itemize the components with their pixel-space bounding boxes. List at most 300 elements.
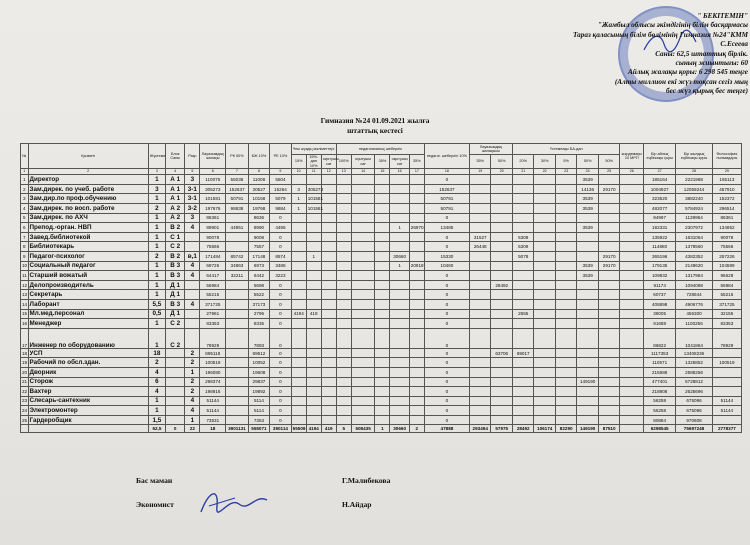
cell-a bbox=[226, 299, 249, 309]
cell-n: 8 bbox=[21, 242, 29, 252]
cell-e6 bbox=[598, 204, 620, 214]
header-lang-group: Лауазымдық жалақысы bbox=[469, 144, 512, 155]
cell-e5 bbox=[577, 406, 598, 416]
column-number: 26 bbox=[620, 169, 644, 175]
cell-empty bbox=[321, 406, 336, 416]
cell-a bbox=[226, 387, 249, 397]
cell-empty bbox=[336, 232, 351, 242]
position-name: Менеджер bbox=[28, 319, 148, 329]
cell-t3: 371725 bbox=[712, 299, 741, 309]
cell-c: 0 bbox=[270, 406, 291, 416]
cell-t3: 86361 bbox=[712, 213, 741, 223]
cell-b: 19608 bbox=[248, 367, 269, 377]
cell-t1: 86822 bbox=[644, 328, 676, 348]
cell-b: 7353 bbox=[248, 415, 269, 425]
total-z2: 22 bbox=[185, 425, 200, 433]
header-b30: 30% bbox=[534, 155, 555, 169]
cell-e3 bbox=[491, 251, 513, 261]
cell-p3 bbox=[390, 396, 409, 406]
cell-p3 bbox=[390, 194, 409, 204]
cell-e6 bbox=[598, 242, 620, 252]
cell-p4: 20918 bbox=[409, 261, 424, 271]
cell-e1: 10460 bbox=[424, 261, 469, 271]
cell-e5: 3539 bbox=[577, 204, 598, 214]
cell-rank: 3-1 bbox=[185, 194, 200, 204]
cell-t3: 96628 bbox=[712, 271, 741, 281]
position-name: Лаборант bbox=[28, 299, 148, 309]
cell-base: 86361 bbox=[200, 213, 226, 223]
cell-c: 0 bbox=[270, 242, 291, 252]
cell-e5: 3539 bbox=[577, 261, 598, 271]
cell-empty bbox=[351, 367, 375, 377]
cell-empty bbox=[351, 261, 375, 271]
position-name: Инженер по оборудованию bbox=[28, 328, 148, 348]
staff-table-body bbox=[21, 175, 742, 433]
cell-e5 bbox=[577, 396, 598, 406]
cell-blk: Д 1 bbox=[166, 309, 185, 319]
cell-c: 9884 bbox=[270, 204, 291, 214]
cell-e3 bbox=[491, 261, 513, 271]
cell-rate: 1 bbox=[148, 271, 165, 281]
cell-p3 bbox=[390, 367, 409, 377]
cell-e2 bbox=[469, 251, 490, 261]
cell-empty bbox=[336, 175, 351, 185]
cell-empty bbox=[555, 194, 576, 204]
cell-empty bbox=[555, 396, 576, 406]
total-z1: 0 bbox=[166, 425, 185, 433]
cell-c: 0 bbox=[270, 290, 291, 300]
cell-b: 8335 bbox=[248, 319, 269, 329]
cell-n: 23 bbox=[21, 396, 29, 406]
cell-blk bbox=[166, 387, 185, 397]
cell-empty bbox=[351, 377, 375, 387]
cell-p2 bbox=[306, 328, 321, 348]
cell-empty bbox=[534, 280, 555, 290]
cell-e2 bbox=[469, 261, 490, 271]
column-number: 27 bbox=[644, 169, 676, 175]
cell-a bbox=[226, 232, 249, 242]
table-row bbox=[21, 367, 742, 377]
cell-t3: 165113 bbox=[712, 175, 741, 185]
cell-empty bbox=[336, 358, 351, 368]
cell-empty bbox=[555, 406, 576, 416]
cell-a: 55038 bbox=[226, 175, 249, 185]
cell-base: 101581 bbox=[200, 194, 226, 204]
column-number: 5 bbox=[185, 169, 200, 175]
cell-e4 bbox=[512, 396, 533, 406]
cell-t2: 2588256 bbox=[676, 367, 713, 377]
total-k: 47888 bbox=[424, 425, 469, 433]
cell-empty bbox=[534, 290, 555, 300]
cell-t1: 215688 bbox=[644, 367, 676, 377]
cell-empty bbox=[555, 319, 576, 329]
cell-p1 bbox=[291, 271, 306, 281]
cell-m bbox=[620, 242, 644, 252]
total-b: 390114 bbox=[270, 425, 291, 433]
cell-p4 bbox=[409, 348, 424, 358]
cell-p1 bbox=[291, 299, 306, 309]
cell-empty bbox=[555, 175, 576, 185]
header-pa1: РК 50% bbox=[226, 144, 249, 169]
cell-t2: 1317984 bbox=[676, 271, 713, 281]
cell-p4 bbox=[409, 387, 424, 397]
cell-b: 17148 bbox=[248, 251, 269, 261]
cell-p1 bbox=[291, 175, 306, 185]
column-number: 6 bbox=[200, 169, 226, 175]
cell-t1: 1004927 bbox=[644, 184, 676, 194]
column-number: 19 bbox=[469, 169, 490, 175]
cell-p1 bbox=[291, 213, 306, 223]
column-number: 10 bbox=[291, 169, 306, 175]
cell-a bbox=[226, 415, 249, 425]
cell-e6: 29170 bbox=[598, 184, 620, 194]
cell-b: 6973 bbox=[248, 261, 269, 271]
cell-p3: 30660 bbox=[390, 251, 409, 261]
cell-p4 bbox=[409, 309, 424, 319]
cell-base: 196080 bbox=[200, 367, 226, 377]
cell-p3: 1 bbox=[390, 223, 409, 233]
cell-p4 bbox=[409, 194, 424, 204]
cell-rank: в,1 bbox=[185, 251, 200, 261]
cell-b: 11008 bbox=[248, 175, 269, 185]
position-name: Делопроизводитель bbox=[28, 280, 148, 290]
column-number: 15 bbox=[375, 169, 390, 175]
cell-a bbox=[226, 348, 249, 358]
cell-rate: 1 bbox=[148, 396, 165, 406]
cell-e4 bbox=[512, 328, 533, 348]
cell-p2 bbox=[306, 367, 321, 377]
cell-t2: 12059244 bbox=[676, 184, 713, 194]
position-name: Гардеробщик bbox=[28, 415, 148, 425]
cell-empty bbox=[321, 299, 336, 309]
cell-n: 5 bbox=[21, 213, 29, 223]
cell-blk: С 2 bbox=[166, 242, 185, 252]
cell-m bbox=[620, 358, 644, 368]
cell-base: 27961 bbox=[200, 309, 226, 319]
cell-empty bbox=[351, 223, 375, 233]
cell-e5 bbox=[577, 251, 598, 261]
cell-base: 110075 bbox=[200, 175, 226, 185]
cell-n: 4 bbox=[21, 204, 29, 214]
cell-empty bbox=[321, 358, 336, 368]
cell-e5: 14136 bbox=[577, 184, 598, 194]
cell-n: 3 bbox=[21, 194, 29, 204]
position-name: Мл.мед.персонал bbox=[28, 309, 148, 319]
cell-p1 bbox=[291, 406, 306, 416]
cell-a bbox=[226, 242, 249, 252]
cell-t3: 55215 bbox=[712, 290, 741, 300]
cell-blk: А 2 bbox=[166, 204, 185, 214]
cell-e5: 3539 bbox=[577, 175, 598, 185]
cell-m bbox=[620, 387, 644, 397]
table-row bbox=[21, 223, 742, 233]
cell-e2 bbox=[469, 271, 490, 281]
cell-p4 bbox=[409, 367, 424, 377]
cell-e3 bbox=[491, 290, 513, 300]
cell-p1 bbox=[291, 319, 306, 329]
cell-p2 bbox=[306, 396, 321, 406]
cell-p2: 101581 bbox=[306, 194, 321, 204]
cell-e1: 15330 bbox=[424, 251, 469, 261]
cell-empty bbox=[534, 232, 555, 242]
cell-e5: 3539 bbox=[577, 194, 598, 204]
cell-e2 bbox=[469, 387, 490, 397]
cell-e1: 0 bbox=[424, 406, 469, 416]
total-a: 555071 bbox=[248, 425, 269, 433]
cell-empty bbox=[321, 280, 336, 290]
header-qual-group: Ұлы жүздің мәліметтері bbox=[291, 144, 336, 155]
cell-e4 bbox=[512, 358, 533, 368]
cell-t2: 5728812 bbox=[676, 377, 713, 387]
cell-e4 bbox=[512, 175, 533, 185]
total-rate: 62,5 bbox=[148, 425, 165, 433]
cell-empty bbox=[321, 223, 336, 233]
cell-rate: 0,5 bbox=[148, 309, 165, 319]
cell-n: 1 bbox=[21, 175, 29, 185]
table-row bbox=[21, 213, 742, 223]
cell-empty bbox=[375, 280, 390, 290]
cell-empty bbox=[375, 251, 390, 261]
column-number: 13 bbox=[336, 169, 351, 175]
cell-empty bbox=[534, 194, 555, 204]
cell-empty bbox=[351, 280, 375, 290]
cell-t2: 970608 bbox=[676, 415, 713, 425]
document-subtitle: штаттық кестесі bbox=[347, 126, 403, 135]
cell-a bbox=[226, 396, 249, 406]
cell-e1: 0 bbox=[424, 175, 469, 185]
cell-empty bbox=[375, 290, 390, 300]
cell-c: 0 bbox=[270, 280, 291, 290]
column-number: 8 bbox=[248, 169, 269, 175]
cell-empty bbox=[534, 271, 555, 281]
cell-t1: 109832 bbox=[644, 271, 676, 281]
cell-e2 bbox=[469, 328, 490, 348]
position-name: Завед.библиотекой bbox=[28, 232, 148, 242]
position-name: Зам.дирек. по АХЧ bbox=[28, 213, 148, 223]
total-m: 57975 bbox=[491, 425, 513, 433]
cell-empty bbox=[555, 328, 576, 348]
cell-empty bbox=[351, 184, 375, 194]
cell-empty bbox=[534, 299, 555, 309]
header-p-hours: оқытушы сағ bbox=[351, 155, 375, 169]
cell-base: 371725 bbox=[200, 299, 226, 309]
cell-e3 bbox=[491, 396, 513, 406]
cell-m bbox=[620, 232, 644, 242]
cell-rank: 4 bbox=[185, 223, 200, 233]
cell-empty bbox=[351, 415, 375, 425]
cell-t3 bbox=[712, 415, 741, 425]
cell-e1: 0 bbox=[424, 319, 469, 329]
cell-e1: 0 bbox=[424, 242, 469, 252]
cell-empty bbox=[555, 204, 576, 214]
cell-m bbox=[620, 175, 644, 185]
column-number: 1 bbox=[21, 169, 29, 175]
cell-blk: Д 1 bbox=[166, 290, 185, 300]
cell-rank: 3 bbox=[185, 213, 200, 223]
cell-empty bbox=[375, 358, 390, 368]
column-number: 20 bbox=[491, 169, 513, 175]
total-i: 30660 bbox=[390, 425, 409, 433]
cell-rate: 1 bbox=[148, 290, 165, 300]
document-title: Гимназия №24 01.09.2021 жылға bbox=[320, 116, 430, 125]
cell-empty bbox=[351, 299, 375, 309]
cell-rank: 2 bbox=[185, 377, 200, 387]
cell-c: 0 bbox=[270, 377, 291, 387]
cell-e1: 0 bbox=[424, 377, 469, 387]
cell-t2: 675096 bbox=[676, 396, 713, 406]
cell-rate: 1 bbox=[148, 280, 165, 290]
column-number: 16 bbox=[390, 169, 409, 175]
cell-c: 0 bbox=[270, 415, 291, 425]
cell-b: 7557 bbox=[248, 242, 269, 252]
cell-e1: 0 bbox=[424, 396, 469, 406]
header-p35: 35% bbox=[375, 155, 390, 169]
total-e: 419 bbox=[321, 425, 336, 433]
cell-e6 bbox=[598, 280, 620, 290]
cell-t2: 728844 bbox=[676, 290, 713, 300]
column-number: 21 bbox=[512, 169, 533, 175]
cell-rank: 1 bbox=[185, 367, 200, 377]
cell-empty bbox=[534, 377, 555, 387]
cell-p4 bbox=[409, 396, 424, 406]
cell-b: 5522 bbox=[248, 290, 269, 300]
column-number: 11 bbox=[306, 169, 321, 175]
cell-rank: 1 bbox=[185, 415, 200, 425]
cell-m bbox=[620, 396, 644, 406]
cell-e2 bbox=[469, 184, 490, 194]
cell-e5 bbox=[577, 367, 598, 377]
header-p100: 100% bbox=[336, 155, 351, 169]
cell-rate: 1 bbox=[148, 406, 165, 416]
cell-rank bbox=[185, 309, 200, 319]
column-number: 29 bbox=[712, 169, 741, 175]
cell-empty bbox=[321, 377, 336, 387]
cell-e6 bbox=[598, 328, 620, 348]
header-p-hours2: оқытушы сағ bbox=[390, 155, 409, 169]
header-pa2: БЖ 10% bbox=[248, 144, 269, 169]
cell-n: 17 bbox=[21, 328, 29, 348]
cell-rank: 4 bbox=[185, 299, 200, 309]
cell-empty bbox=[534, 406, 555, 416]
cell-p2: 305273 bbox=[306, 184, 321, 194]
cell-b: 37173 bbox=[248, 299, 269, 309]
cell-e6 bbox=[598, 175, 620, 185]
cell-t1: 110571 bbox=[644, 358, 676, 368]
cell-empty bbox=[336, 377, 351, 387]
cell-e2 bbox=[469, 348, 490, 358]
cell-empty bbox=[555, 415, 576, 425]
cell-empty bbox=[534, 184, 555, 194]
cell-empty bbox=[375, 396, 390, 406]
cell-base: 64417 bbox=[200, 271, 226, 281]
cell-base: 51144 bbox=[200, 406, 226, 416]
cell-empty bbox=[336, 396, 351, 406]
position-name: Социальный педагог bbox=[28, 261, 148, 271]
cell-p1: 1 bbox=[291, 194, 306, 204]
cell-empty bbox=[375, 299, 390, 309]
cell-rank: 4 bbox=[185, 396, 200, 406]
cell-e4 bbox=[512, 415, 533, 425]
cell-p2 bbox=[306, 280, 321, 290]
column-number: 9 bbox=[270, 169, 291, 175]
cell-e6 bbox=[598, 396, 620, 406]
cell-p2 bbox=[306, 290, 321, 300]
cell-empty bbox=[375, 319, 390, 329]
cell-b: 6442 bbox=[248, 271, 269, 281]
cell-empty bbox=[375, 415, 390, 425]
header-q15m: 15%-дан 10% bbox=[306, 155, 321, 169]
cell-p3 bbox=[390, 377, 409, 387]
cell-n: 10 bbox=[21, 261, 29, 271]
cell-blk bbox=[166, 348, 185, 358]
column-number: 2 bbox=[28, 169, 148, 175]
cell-base: 55215 bbox=[200, 290, 226, 300]
cell-e6: 29170 bbox=[598, 261, 620, 271]
cell-base: 56984 bbox=[200, 280, 226, 290]
cell-empty bbox=[375, 377, 390, 387]
cell-a bbox=[226, 406, 249, 416]
cell-p1 bbox=[291, 242, 306, 252]
cell-base: 100519 bbox=[200, 358, 226, 368]
cell-n: 14 bbox=[21, 299, 29, 309]
cell-e5 bbox=[577, 358, 598, 368]
cell-p1 bbox=[291, 223, 306, 233]
table-row bbox=[21, 184, 742, 194]
cell-empty bbox=[336, 194, 351, 204]
cell-blk: В 2 bbox=[166, 223, 185, 233]
cell-t2: 2221968 bbox=[676, 175, 713, 185]
cell-t1: 179135 bbox=[644, 261, 676, 271]
cell-a bbox=[226, 319, 249, 329]
header-year-total: Бір жылдық еңбекақы қоры bbox=[676, 144, 713, 169]
position-name: УСП bbox=[28, 348, 148, 358]
cell-e5: 3539 bbox=[577, 223, 598, 233]
right-signatory-name: Н.Айдар bbox=[342, 500, 372, 509]
cell-e2 bbox=[469, 377, 490, 387]
cell-e6 bbox=[598, 309, 620, 319]
cell-a: 34863 bbox=[226, 261, 249, 271]
cell-e4 bbox=[512, 271, 533, 281]
table-row bbox=[21, 242, 742, 252]
table-row bbox=[21, 358, 742, 368]
column-number: 3 bbox=[148, 169, 165, 175]
table-row bbox=[21, 271, 742, 281]
cell-p1: 3 bbox=[291, 184, 306, 194]
cell-p3 bbox=[390, 299, 409, 309]
cell-base: 895118 bbox=[200, 348, 226, 358]
cell-p1 bbox=[291, 387, 306, 397]
cell-m bbox=[620, 204, 644, 214]
cell-p3 bbox=[390, 280, 409, 290]
cell-e6 bbox=[598, 406, 620, 416]
header-p-dup: 35% bbox=[409, 155, 424, 169]
cell-empty bbox=[321, 290, 336, 300]
cell-e5 bbox=[577, 328, 598, 348]
cell-c: 8574 bbox=[270, 251, 291, 261]
cell-e2 bbox=[469, 204, 490, 214]
cell-e2 bbox=[469, 175, 490, 185]
cell-e6 bbox=[598, 271, 620, 281]
cell-t2: 4906776 bbox=[676, 299, 713, 309]
cell-empty bbox=[555, 367, 576, 377]
cell-m bbox=[620, 251, 644, 261]
cell-rate: 4 bbox=[148, 387, 165, 397]
economist-signature bbox=[195, 486, 275, 518]
cell-p3 bbox=[390, 213, 409, 223]
approval-line: С.Есеева bbox=[720, 40, 748, 49]
column-number: 25 bbox=[598, 169, 620, 175]
cell-e1: 13485 bbox=[424, 223, 469, 233]
